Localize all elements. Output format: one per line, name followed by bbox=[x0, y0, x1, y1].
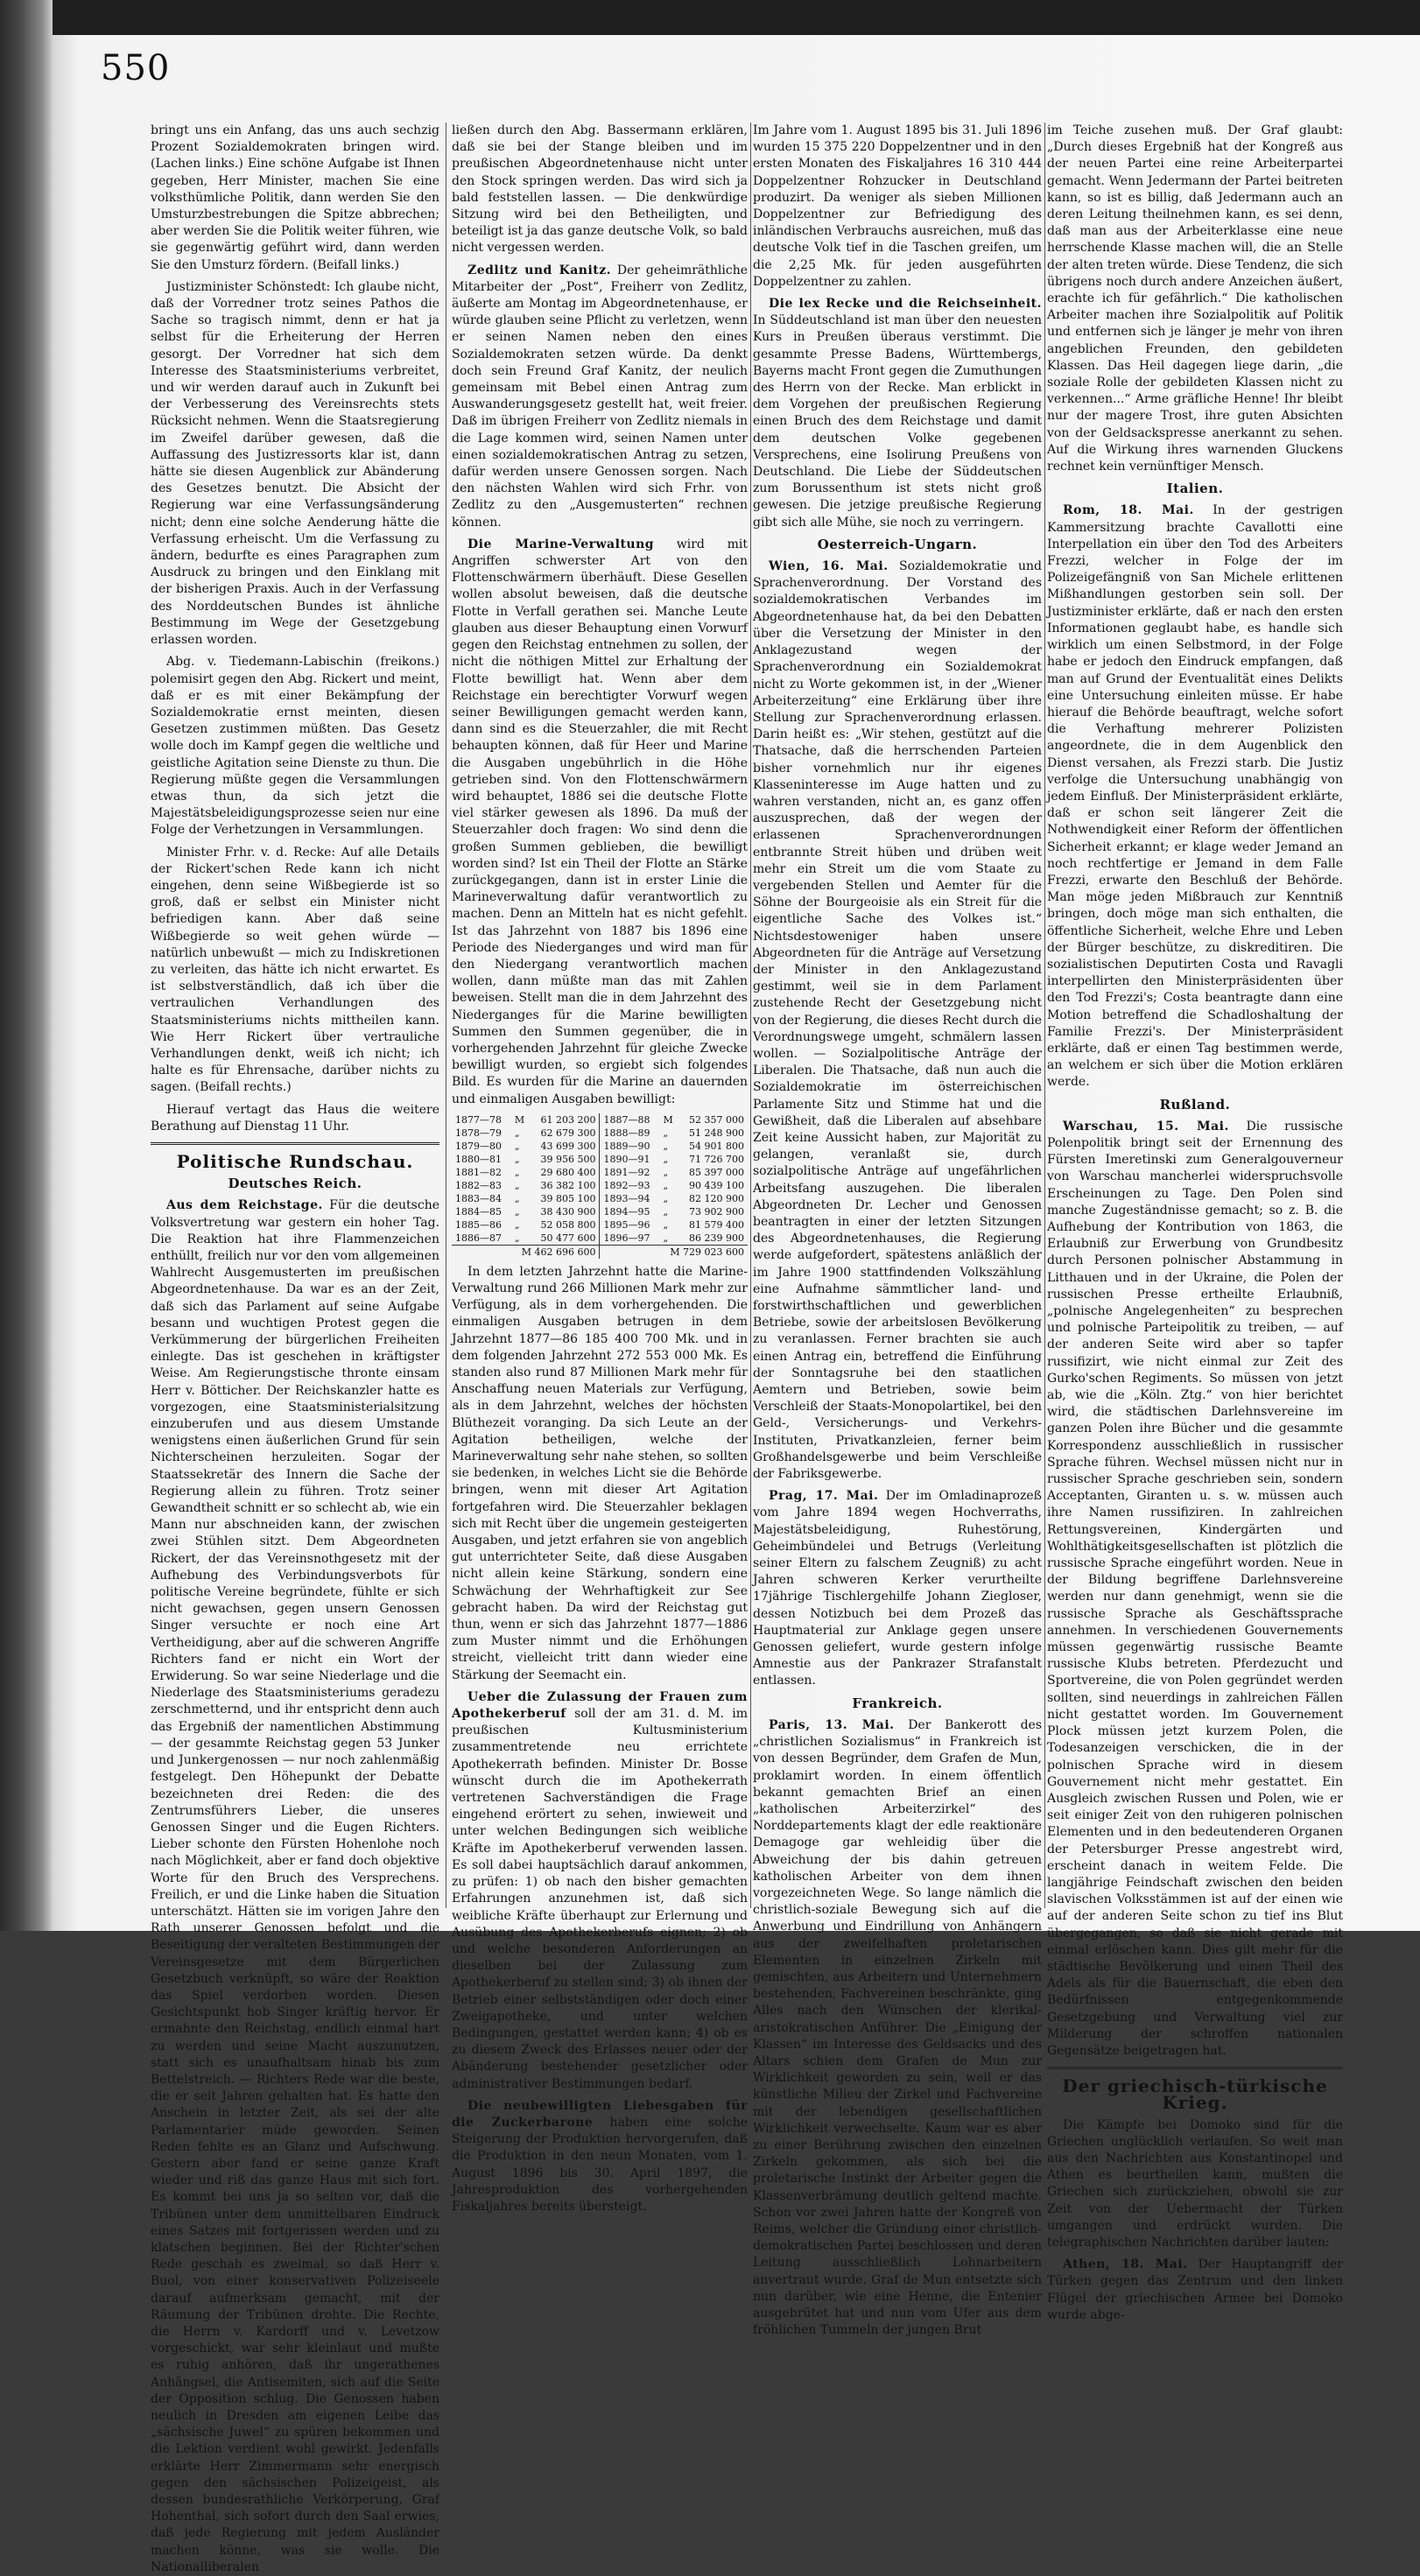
amount: 82 120 900 bbox=[689, 1192, 744, 1204]
fiscal-year: 1879—80 bbox=[455, 1140, 502, 1152]
article bbox=[1047, 2257, 1343, 2324]
fiscal-year: 1880—81 bbox=[455, 1153, 502, 1165]
currency-mark: M bbox=[514, 1113, 525, 1126]
article-body: In Süddeutschland ist man über den neuesten Kurs in Preußen überaus verstimmt. Die gesammte Presse Badens, Württembergs, Bayerns macht Front gegen die Zumuthungen des Herrn von der Recke. Man erblickt in dem Vorgehen der preußischen Regierung einen Bruch des dem Reichstage und damit dem deutschen Volke gegebenen Versprechens, eine Isolirung Preußens von Deutschland. Die Liebe der Süddeutschen zum Borussenthum ist stets nicht groß gewesen. Die jetzige preußische Regierung gibt sich alle Mühe, sie noch zu verringern. bbox=[753, 313, 1042, 530]
currency-mark: „ bbox=[663, 1218, 669, 1231]
article-lead: Prag, 17. Mai. bbox=[769, 1489, 879, 1504]
fiscal-year: 1885—86 bbox=[455, 1218, 502, 1231]
article bbox=[452, 2098, 748, 2215]
page-number: 550 bbox=[101, 48, 171, 88]
section-heading: Politische Rundschau. bbox=[176, 1150, 414, 1172]
article-body: wird mit Angriffen schwerster Art von den Flottenschwärmern überhäuft. Diese Gesellen wollen absolut beweisen, daß die deutsche Flotte in Verfall gerathen sei. Manche Leute glauben aus dieser Behauptung einen Vorwurf gegen den Reichstag entnehmen zu sollen, der nicht die nöthigen Mittel zur Erhaltung der Flotte bewilligt hat. Wenn aber dem Reichstage ein berechtigter Vorwurf wegen seiner Bewilligungen gemacht werden kann, dann sind es die Steuerzahler, die mit Recht behaupten können, daß für Heer und Marine die Ausgaben ungebührlich in die Höhe getrieben sind. Von den Flottenschwärmern wird behauptet, 1886 sei die deutsche Flotte viel stärker gewesen als 1896. Da muß der Steuerzahler doch fragen: Wo sind denn die großen Summen geblieben, die bewilligt worden sind? Ist ein Theil der Flotte an Stärke zurückgegangen, dann ist in erster Linie die Marineverwaltung dafür verantwortlich zu machen. Denn an Mitteln hat es nicht gefehlt. Ist das Jahrzehnt von 1887 bis 1896 eine Periode des Niederganges und wird man für den Niedergang verantwortlich machen wollen, dann müßte man das mit Zahlen beweisen. Stellt man die in dem Jahrzehnt des Niederganges für die Marine bewilligten Summen den Summen gegenüber, die in vorhergehenden Jahrzehnt für gleiche Zwecke bewilligt wurden, so ergiebt sich folgendes Bild. Es wurden für die Marine an dauernden und einmaligen Ausgaben bewilligt: bbox=[452, 537, 748, 1106]
table-row bbox=[452, 1179, 748, 1192]
section-divider bbox=[1047, 2067, 1343, 2069]
paragraph: bringt uns ein Anfang, das uns auch sechzig Prozent Sozialdemokraten bringen wird. (Lachen links.) Eine schöne Aufgabe ist Ihnen gegeben, Herr Minister, machen Sie eine volksthümliche Politik, dann werden Sie den Umsturzbestrebungen die Spitze abbrechen; aber werden Sie die Politik weiter führen, wie sie gegenwärtig geführt wird, dann werden Sie den Umsturz fördern. (Beifall links.) bbox=[151, 123, 439, 272]
fiscal-year: 1892—93 bbox=[600, 1179, 659, 1192]
currency-mark: „ bbox=[663, 1205, 669, 1218]
amount: 73 902 900 bbox=[689, 1205, 744, 1218]
article bbox=[1047, 1119, 1343, 2060]
fiscal-year: 1887—88 bbox=[600, 1113, 659, 1127]
currency-mark: „ bbox=[514, 1205, 520, 1218]
currency-mark: „ bbox=[514, 1153, 520, 1165]
article-lead: Aus dem Reichstage. bbox=[166, 1198, 323, 1213]
table-row bbox=[452, 1140, 748, 1153]
paragraph: Minister Frhr. v. d. Recke: Auf alle Details der Rickert'schen Rede kann ich nicht eingehen, denn seine Wißbegierde ist so groß, daß er selbst ein Minister nicht befriedigen kann. Aber daß seine Wißbegierde so weit gehen würde — natürlich unbewußt — mich zu Indiskretionen zu verleiten, das hätte ich nicht erwartet. Es ist selbstverständlich, daß ich über die vertraulichen Verhandlungen des Staatsministeriums nichts mittheilen kann. Wie Herr Rickert über vertrauliche Verhandlungen denkt, weiß ich nicht; ich halte es für Ehrensache, darüber nichts zu sagen. (Beifall rechts.) bbox=[151, 845, 439, 1095]
country-heading: Rußland. bbox=[1159, 1096, 1231, 1113]
article-body: Die russische Polenpolitik bringt seit der Ernennung des Fürsten Imeretinski zum Generalgouverneur von Warschau mancherlei widerspruchsvolle Erscheinungen zu Tage. Den Polen sind manche Zugeständnisse gemacht; so z. B. die Aufhebung der Kontribution von 1863, die Erlaubniß zur Erwerbung von Grundbesitz durch Personen polnischer Abstammung in Litthauen und in der Ukraine, die Polen der russischen Presse ertheilte Erlaubniß, „polnische Angelegenheiten“ zu besprechen und polnische Parteipolitik zu treiben, — auf der anderen Seite wird aber so tapfer russifizirt, wie nicht einmal zur Zeit des Gurko'schen Regiments. So müssen von jetzt ab, wie die „Köln. Ztg.“ von hier berichtet wird, die städtischen Darlehnsvereine im ganzen Polen ihre Bücher und die gesammte Korrespondenz ausschließlich in russischer Sprache führen. Wechsel müssen nicht nur in russischer Sprache geschrieben sein, sondern Acceptanten, Giranten u. s. w. müssen auch ihre Namen russifiziren. In zahlreichen Rettungsvereinen, Kindergärten und Wohlthätigkeitsgesellschaften ist plötzlich die russische Sprache eingeführt worden. Neue in der Bildung begriffene Darlehnsvereine werden nur dann genehmigt, wenn sie die russische Sprache als Geschäftssprache annehmen. In verschiedenen Gouvernements müssen gegenwärtig russische Beamte russische Klubs betreten. Pferdezucht und Sportvereine, die von Polen gegründet werden sollten, sind neuerdings in zahlreichen Fällen nicht gestattet worden. Im Gouvernement Plock müssen jetzt kurzem Polen, die Todesanzeigen verschicken, die in der polnischen Sprache wird in diesem Gouvernement nicht mehr gestattet. Ein Ausgleich zwischen Russen und Polen, wie er seit einiger Zeit von den ruhigeren polnischen Elementen und in den bedeutenderen Organen der Petersburger Presse angestrebt wird, erscheint danach in weitem Felde. Die langjährige Feindschaft zwischen den beiden slavischen Volksstämmen ist auf der einen wie auf der anderen Seite schon zu tief ins Blut übergegangen, so daß sie nicht gerade mit einmal erlöschen kann. Dies gilt mehr für die städtische Bevölkerung und einen Theil des Adels als für die Bauernschaft, die eben den Bedürfnissen entgegenkommende Gesetzgebung und Verwaltung viel zur Milderung der schroffen nationalen Gegensätze beigetragen hat. bbox=[1047, 1119, 1343, 2058]
article-lead: Paris, 13. Mai. bbox=[769, 1717, 895, 1732]
column-rule bbox=[750, 123, 751, 1908]
article-lead: Warschau, 15. Mai. bbox=[1063, 1119, 1229, 1134]
table-row bbox=[452, 1166, 748, 1179]
paragraph: Abg. v. Tiedemann-Labischin (freikons.) polemisirt gegen den Abg. Rickert und meint, daß er es mit einer Bekämpfung der Sozialdemokratie ernst meinten, diesen Gesetzen zustimmen müßten. Das Gesetz wolle doch im Kampf gegen die weltliche und geistliche Agitation seine Dienste zu thun. Die Regierung müßte gegen die Versammlungen etwas thun, da sich jetzt die Majestätsbeleidigungsprozesse seien nur eine Folge der Verhetzungen in Versammlungen. bbox=[151, 655, 439, 838]
article bbox=[753, 1488, 1042, 1689]
amount: 85 397 000 bbox=[689, 1166, 744, 1178]
fiscal-year: 1896—97 bbox=[600, 1232, 659, 1246]
fiscal-year: 1894—95 bbox=[600, 1205, 659, 1218]
article-body: In der gestrigen Kammersitzung brachte Cavallotti eine Interpellation ein über den Tod des Arbeiters Frezzi, welcher in Folge der im Polizeigefängniß von San Michele erlittenen Mißhandlungen gestorben sein soll. Der Justizminister erklärte, daß er nach den ersten Informationen geglaubt habe, es handle sich wirklich um einen Selbstmord, in der Folge habe er jedoch den Eindruck empfangen, daß man auf Grund der Eventualität eines Delikts eine Untersuchung einleiten müsse. Er habe hierauf die Behörde beauftragt, welche sofort die Verhaftung mehrerer Polizisten angeordnete, die in dem Augenblick den Dienst versahen, als Frezzi starb. Die Justiz verfolge die Untersuchung unabhängig von jedem Einfluß. Der Ministerpräsident erklärte, daß er schon seit längerer Zeit die Nothwendigkeit einer Reform der öffentlichen Sicherheit erkannt; er klage weder Jemand an noch rechtfertige er Jemand in dem Falle Frezzi, erwarte den Beschluß der Behörde. Man möge jeden Mißbrauch zur Kenntniß bringen, doch möge man sich enthalten, die öffentliche Sicherheit, welche Ehre und Leben der Bürger beschütze, zu diskreditiren. Die sozialistischen Deputirten Costa und Ravagli interpellirten den Ministerpräsidenten über den Tod Frezzi's; Costa beantragte dann eine Motion betreffend die Schadloshaltung der Familie Frezzi's. Der Ministerpräsident erklärte, daß er einen Tag bestimmen werde, an welchem er sich über die Motion erklären werde. bbox=[1047, 503, 1344, 1090]
fiscal-year: 1883—84 bbox=[455, 1192, 502, 1204]
currency-mark: „ bbox=[663, 1153, 669, 1165]
article bbox=[753, 1717, 1042, 2340]
country-heading: Oesterreich-Ungarn. bbox=[817, 536, 978, 552]
fiscal-year: 1889—90 bbox=[600, 1140, 659, 1153]
amount: 43 699 300 bbox=[540, 1140, 596, 1152]
amount: 71 726 700 bbox=[689, 1153, 744, 1165]
amount: 51 248 900 bbox=[689, 1127, 744, 1139]
article-body: haben eine solche Steigerung der Produktion hervorgerufen, daß die Produktion in den neun Monaten, vom 1. August 1896 bis 30. April 1897, die Jahresproduktion des vorhergehenden Fiskaljahres bereits übersteigt. bbox=[452, 2115, 748, 2214]
currency-mark: „ bbox=[663, 1179, 669, 1191]
article-lead: Wien, 16. Mai. bbox=[769, 559, 889, 574]
fiscal-year: 1895—96 bbox=[600, 1218, 659, 1232]
article bbox=[452, 263, 748, 531]
column-4 bbox=[1047, 123, 1344, 2322]
country-heading: Italien. bbox=[1166, 481, 1224, 497]
table-row bbox=[452, 1113, 748, 1127]
fiscal-year: 1882—83 bbox=[455, 1179, 502, 1191]
currency-mark: „ bbox=[514, 1218, 520, 1231]
amount: 52 058 800 bbox=[540, 1218, 596, 1231]
currency-mark: „ bbox=[663, 1232, 669, 1244]
article-lead: Die Marine-Verwaltung bbox=[467, 537, 655, 551]
section-heading: Der griechisch-türkische Krieg. bbox=[1062, 2075, 1328, 2114]
article-body: Sozialdemokratie und Sprachenverordnung. Der Vorstand des sozialdemokratischen Verbandes im Abgeordnetenhause hat, da bei den Debatten über die Versetzung der Minister in den Anklagezustand wegen der Sprachenverordnung ein Sozialdemokrat nicht zu Worte gekommen ist, in der „Wiener Arbeiterzeitung“ eine Erklärung über ihre Stellung zur Sprachenverordnung erlassen. Darin heißt es: „Wir stehen, gestützt auf die Thatsache, daß die herrschenden Parteien bisher vornehmlich nur ihr eigenes Klasseninteresse im Auge hatten und zu wahren verstanden, nicht an, es ganz offen auszusprechen, daß der wegen der erlassenen Sprachenverordnungen entbrannte Streit hüben und drüben weit mehr ein Streit um die vom Staate zu vergebenden Stellen und Aemter für die Söhne der Bourgeoisie als ein Streit für die eigentliche Sache des Volkes ist.“ Nichtsdestoweniger haben unsere Abgeordneten für die Anträge auf Versetzung der Minister in den Anklagezustand gestimmt, weil sie in dem Parlament zustehende Recht der Gesetzgebung nicht von der Regierung, die dieses Recht durch die Verordnungswege umgeht, schmälern lassen wollen. — Sozialpolitische Anträge der Liberalen. Die Thatsache, daß nun auch die Sozialdemokratie im österreichischen Parlamente Sitz und Stimme hat und die Gewißheit, daß die Liberalen auf absehbare Zeit keine Aussicht haben, zur Majorität zu gelangen, veranlaßt sie, durch sozialpolitische Anträge auf ungefährlichen Arbeitsfang auszugehen. Die liberalen Abgeordneten Dr. Lecher und Genossen beantragten in einer der letzten Sitzungen des Abgeordnetenhauses, die Regierung werde aufgefordert, spätestens anläßlich der im Jahre 1900 stattfindenden Volkszählung eine Aufnahme sämmtlicher land- und forstwirthschaftlichen und gewerblichen Betriebe, sowie der arbeitslosen Bevölkerung zu veranlassen. Ferner brachten sie auch einen Antrag ein, betreffend die Einführung der Sonntagsruhe bei den staatlichen Aemtern und Betrieben, sowie beim Verschleiß der Staats-Monopolartikel, bei den Geld-, Versicherungs- und Verkehrs-Instituten, Privatkanzleien, ferner beim Großhandelsgewerbe und beim Verschleiße der Fabriksgewerbe. bbox=[753, 559, 1042, 1482]
article bbox=[753, 558, 1042, 1483]
fiscal-year: 1881—82 bbox=[455, 1166, 502, 1178]
currency-mark: „ bbox=[514, 1166, 520, 1178]
amount: 39 805 100 bbox=[540, 1192, 596, 1204]
column-2 bbox=[452, 123, 749, 2214]
parliament-report bbox=[151, 123, 439, 1135]
currency-mark: „ bbox=[514, 1192, 520, 1204]
article-lead: Athen, 18. Mai. bbox=[1063, 2257, 1188, 2272]
amount: 38 430 900 bbox=[540, 1205, 596, 1218]
article-body: soll der am 31. d. M. im preußischen Kultusministerium zusammentretende neu errichtete Apothekerrath befinden. Minister Dr. Bosse wünscht durch die im Apothekerrath vertretenen Sachverständigen die Frage eingehend erörtert zu sehen, inwieweit und unter welchen Bedingungen sich weibliche Kräfte im Apothekerberuf verwenden lassen. Es soll dabei hauptsächlich darauf ankommen, zu prüfen: 1) ob nach den bisher gemachten Erfahrungen anzunehmen ist, daß sich weibliche Kräfte überhaupt zur Erlernung und Ausübung des Apothekerberufs eignen; 2) ob und welche besonderen Anforderungen an dieselben bei der Zulassung zum Apothekerberuf zu stellen sind; 3) ob ihnen der Betrieb einer selbstständigen oder doch einer Zweigapotheke, und unter welchen Bedingungen, gestattet werden kann; 4) ob es zu diesem Zweck des Erlasses neuer oder der Abänderung bestehender gesetzlicher oder administrativer Bestimmungen bedarf. bbox=[452, 1707, 748, 2091]
article-body: Für die deutsche Volksvertretung war gestern ein hoher Tag. Die Reaktion hat ihre Flammenzeichen enthüllt, freilich nur vor den vom allgemeinen Wahlrecht Ausgemusterten im preußischen Abgeordnetenhause. Da war es an der Zeit, daß sich das Parlament auf seine Aufgabe besann und wuchtigen Protest gegen die Verkümmerung der bürgerlichen Freiheiten einlegte. Das ist geschehen in kräftigster Weise. Am Regierungstische thronte einsam Herr v. Bötticher. Der Reichskanzler hatte es vorgezogen, eine Staatsministerialsitzung einzuberufen und aus diesem Umstande wenigstens einen äußerlichen Grund für sein Nichterscheinen herzuleiten. Sogar der Staatssekretär des Innern die Sache der Regierung allein zu führen. Trotz seiner Gewandtheit schnitt er so schlecht ab, wie ein Mann nur abschneiden kann, der zwischen zwei Stühlen sitzt. Dem Abgeordneten Rickert, der das Vereinsnothgesetz mit der Aufhebung des Verbindungsverbots für politische Vereine begründete, fühlte er sich nicht gewachsen, gegen unsern Genossen Singer versuchte er noch eine Art Vertheidigung, aber auf die schweren Angriffe Richters fand er nicht ein Wort der Erwiderung. So war seine Niederlage und die Niederlage des Staatsministeriums geradezu zerschmetternd, und ihr entspricht denn auch das Ergebniß der namentlichen Abstimmung — der gesammte Reichstag gegen 53 Junker und Junkergenossen — nur noch zahlenmäßig festgelegt. Den Höhepunkt der Debatte bezeichneten drei Reden: die des Zentrumsführers Lieber, die unseres Genossen Singer und die Eugen Richters. Lieber schonte den Fürsten Hohenlohe noch nach Möglichkeit, aber er fand doch objektive Worte für den Bruch des Versprechens. Freilich, er und die Linke haben die Situation unterschätzt. Hätten sie im vorigen Jahre den Rath unserer Genossen befolgt und die Beseitigung der veralteten Bestimmungen der Vereinsgesetze mit dem Bürgerlichen Gesetzbuch verknüpft, so wäre der Reaktion das Spiel verdorben worden. Diesen Gesichtspunkt hob Singer kräftig hervor. Er ermahnte den Reichstag, endlich einmal hart zu werden und seine Macht auszunutzen, statt sich es unaufhaltsam hinab bis zum Bettelstreich. — Richters Rede war die beste, die er seit Jahren gehalten hat. Es hatte den Anschein in letzter Zeit, als sei der alte Parlamentarier müde geworden. Seinen Reden fehlte es an Glanz und Aufschwung. Gestern aber fand er seine ganze Kraft wieder und riß das ganze Haus mit sich fort. Es kommt bei uns ja so selten vor, daß die Tribünen unter dem unmittelbaren Eindruck eines Satzes mit fortgerissen werden und zu klatschen beginnen. Bei der Richter'schen Rede geschah es zweimal, so daß Herr v. Buol, von einer konservativen Polizeiseele darauf aufmerksam gemacht, mit der Räumung der Tribünen drohte. Die Rechte, die Herrn v. Kardorff und v. Levetzow vorgeschickt, war sehr kleinlaut und mußte es ruhig anhören, daß ihr ungerathenes Anhängsel, die Antisemiten, sich auf die Seite der Opposition schlug. Die Genossen haben neulich in Dresden am eigenen Leibe das „sächsische Juwel“ zu spüren bekommen und die Lektion verdient wohl gewirkt. Jedenfalls erklärte Herr Zimmermann sehr energisch gegen den sächsischen Polizeigeist, als dessen bundesrathliche Verkörperung, Graf Hohenthal, sich sofort durch den Saal erwies, daß jede Regierung mit jedem Ausländer machen könne, was sie wolle. Die Nationalliberalen bbox=[151, 1198, 440, 2574]
column-rule bbox=[1044, 123, 1045, 1908]
table-row bbox=[452, 1218, 748, 1232]
article-lead: Ueber die Zulassung der Frauen zum Apothekerberuf bbox=[452, 1689, 748, 1722]
fiscal-year: 1888—89 bbox=[600, 1127, 659, 1140]
article bbox=[1047, 502, 1343, 1091]
currency-mark: „ bbox=[514, 1179, 520, 1191]
paragraph: Justizminister Schönstedt: Ich glaube nicht, daß der Vorredner trotz seines Pathos die Sache so tragisch nimmt, denn er hat ja selbst für die Erheiterung der Herren gesorgt. Der Vorredner hat sich dem Interesse des Staatsministeriums verbreitet, und wir werden darauf auch in Zukunft bei der Verbesserung des Vereinsrechts stets Rücksicht nehmen. Wenn die Staatsregierung im Zweifel darüber gewesen, daß die Auffassung des Justizressorts klar ist, dann hätte sie diesen Augenblick zur Abänderung des Gesetzes benutzt. Die Absicht der Regierung war eine Verfassungsänderung nicht; denn eine solche Aenderung hätte die Verfassung erheischt. Um die Verfassung zu ändern, bedurfte es eines Paragraphen zum Ausdruck zu bringen und den Einklang mit der bisherigen Praxis. Auch in der Verfassung des Norddeutschen Bundes ist ähnliche Bestimmung im Wege der Gesetzgebung erlassen worden. bbox=[151, 279, 439, 648]
fiscal-year: 1890—91 bbox=[600, 1153, 659, 1166]
country-heading: Frankreich. bbox=[852, 1695, 943, 1711]
book-binding bbox=[0, 0, 53, 1931]
currency-mark: „ bbox=[514, 1140, 520, 1152]
currency-mark: „ bbox=[663, 1192, 669, 1204]
paragraph: In dem letzten Jahrzehnt hatte die Marine-Verwaltung rund 266 Millionen Mark mehr zur Verfügung, als in dem vorhergehenden. Die einmaligen Ausgaben betrugen in dem Jahrzehnt 1877—86 185 400 700 Mk. und in dem folgenden Jahrzehnt 272 553 000 Mk. Es standen also rund 87 Millionen Mark mehr für Anschaffung neuen Materials zur Verfügung, als in dem Jahrzehnt, welches der höchsten Blüthezeit voranging. Da sich Leute an der Agitation betheiligen, welche der Marineverwaltung sehr nahe stehen, so sollten sie bedenken, in welches Licht sie die Behörde bringen, wenn mit dieser Art Agitation fortgefahren wird. Die Steuerzahler beklagen sich mit Recht über die ungemein gesteigerten Ausgaben, und jetzt erfahren sie von angeblich gut unterrichteter Seite, daß diese Ausgaben nicht allein keine Stärkung, sondern eine Schwächung der Wehrhaftigkeit zur See gebracht haben. Da wird der Reichstag gut thun, wenn er sich das Jahrzehnt 1877—1886 zum Muster nimmt und die Erhöhungen streicht, vielleicht tritt dann wieder eine Stärkung der Seemacht ein. bbox=[452, 1264, 748, 1682]
article bbox=[452, 1689, 748, 2093]
article-lead: Die neubewilligten Liebesgaben für die Zuckerbarone bbox=[452, 2098, 748, 2130]
article-lead: Zedlitz und Kanitz. bbox=[467, 263, 612, 277]
section-divider bbox=[151, 1142, 439, 1145]
currency-mark: „ bbox=[663, 1127, 669, 1139]
fiscal-year: 1893—94 bbox=[600, 1192, 659, 1205]
article bbox=[151, 1197, 439, 2576]
table-row bbox=[452, 1127, 748, 1140]
column-3 bbox=[753, 123, 1042, 2338]
fiscal-year: 1886—87 bbox=[455, 1232, 502, 1244]
amount: 86 239 900 bbox=[689, 1232, 744, 1244]
article-lead: Die lex Recke und die Reichseinheit. bbox=[769, 297, 1042, 312]
amount: 61 203 200 bbox=[540, 1113, 596, 1126]
amount: 54 901 800 bbox=[689, 1140, 744, 1152]
article-body: Der Hauptangriff der Türken gegen das Zentrum und den linken Flügel der griechischen Armee bei Domoko wurde abge- bbox=[1047, 2257, 1343, 2322]
currency-mark: „ bbox=[663, 1140, 669, 1152]
paragraph: Die Kämpfe bei Domoko sind für die Griechen unglücklich verlaufen. So weit man aus den Nachrichten aus Konstantinopel und Athen es beurtheilen kann, mußten die Griechen sich zurückziehen, obwohl sie zur Zeit von der Uebermacht der Türken umgangen und erdrückt wurden. Die telegraphischen Nachrichten darüber lauten: bbox=[1047, 2117, 1343, 2250]
country-heading: Deutsches Reich. bbox=[228, 1176, 362, 1192]
currency-mark: M bbox=[663, 1113, 673, 1126]
amount: 50 477 600 bbox=[540, 1232, 596, 1244]
article bbox=[452, 537, 748, 1108]
currency-mark: „ bbox=[514, 1232, 520, 1244]
amount: 29 680 400 bbox=[540, 1166, 596, 1178]
column-1 bbox=[151, 123, 440, 2574]
article-lead: Rom, 18. Mai. bbox=[1063, 503, 1194, 518]
fiscal-year: 1884—85 bbox=[455, 1205, 502, 1218]
table-row bbox=[452, 1192, 748, 1205]
amount: 81 579 400 bbox=[689, 1218, 744, 1231]
article-body: Der geheimräthliche Mitarbeiter der „Post“, Freiherr von Zedlitz, äußerte am Montag im Abgeordnetenhause, er würde glauben seine Pflicht zu verletzen, wenn er seinen Namen neben den eines Sozialdemokraten setzen würde. Da denkt doch sein Freund Graf Kanitz, der neulich gemeinsam mit Bebel einen Antrag zum Auswanderungsgesetz gestellt hat, weit freier. Daß im übrigen Freiherr von Zedlitz niemals in die Lage kommen wird, seinen Namen unter einen sozialdemokratischen Antrag zu setzen, dafür werden unsere Genossen sorgen. Nach den nächsten Wahlen wird sich Frhr. von Zedlitz zu den „Ausgemusterten“ rechnen können. bbox=[452, 263, 749, 530]
article bbox=[753, 296, 1042, 531]
amount: 36 382 100 bbox=[540, 1179, 596, 1191]
amount: 62 679 300 bbox=[540, 1127, 596, 1139]
table-row bbox=[452, 1205, 748, 1218]
currency-mark: „ bbox=[663, 1166, 669, 1178]
fiscal-year: 1891—92 bbox=[600, 1166, 659, 1179]
paragraph: ließen durch den Abg. Bassermann erklären, daß sie bei der Stange bleiben und im preußischen Abgeordnetenhause nicht unter den Stock springen werden. Das wird sich ja bald feststellen lassen. — Die denkwürdige Sitzung wird bei den Betheiligten, und beteiligt ist ja das ganze deutsche Volk, so bald nicht vergessen werden. bbox=[452, 123, 748, 256]
fiscal-year: 1877—78 bbox=[455, 1113, 502, 1126]
table-total-row bbox=[452, 1245, 748, 1259]
article-body: Der im Omladinaprozeß vom Jahre 1894 wegen Hochverraths, Majestätsbeleidigung, Ruhestörung, Geheimbündelei und Betrugs (Verleitung seiner Eltern zu falschem Zeugniß) zu acht Jahren schweren Kerker verurtheilte 17jährige Tischlergehilfe Johann Ziegloser, dessen Notizbuch bei dem Prozeß das Hauptmaterial zur Anklage gegen unsere Genossen geliefert, wurde gestern infolge Amnestie aus der Pankrazer Strafanstalt entlassen. bbox=[753, 1489, 1042, 1688]
paragraph: Im Jahre vom 1. August 1895 bis 31. Juli 1896 wurden 15 375 220 Doppelzentner und in den ersten Monaten des Fiskaljahres 16 310 444 Doppelzentner Rohzucker in Deutschland produzirt. Da weniger als sieben Millionen Doppelzentner zur Befriedigung des inländischen Verbrauchs ausreichen, muß das deutsche Volk tief in die Taschen greifen, um die 2,25 Mk. für jeden ausgeführten Doppelzentner zu zahlen. bbox=[753, 123, 1042, 289]
navy-expenditure-table bbox=[452, 1113, 748, 1259]
article-body: Der Bankerott des „christlichen Sozialismus“ in Frankreich ist von dessen Begründer, dem Grafen de Mun, proklamirt worden. In einem öffentlich bekannt gemachten Brief an einen „katholischen Arbeiterzirkel“ des Norddepartements klagt der edle reaktionäre Demagoge gar wehleidig über die Abweichung der bis dahin getreuen katholischen Arbeiter von dem ihnen vorgezeichneten Wege. So lange nämlich die christlich-soziale Bewegung sich auf die Anwerbung und Eindrillung von Anhängern aus der zweifelhaften proletarischen Elementen in einzelnen Zirkeln mit gemischten, aus Arbeitern und Unternehmern bestehenden, Fachvereinen beschränkte, ging Alles nach den Wünschen der klerikal-aristokratischen Anführer. Die „Einigung der Klassen“ im Interesse des Geldsacks und des Altars schien dem Grafen de Mun zur Wirklichkeit geworden zu sein, weil er das künstliche Milieu der Zirkel und Fachvereine mit der lebendigen gesellschaftlichen Wirklichkeit verwechselte. Kaum war es aber zu einer Berührung zwischen den einzelnen Zirkeln gekommen, als sich bei die proletarische Instinkt der Arbeiter gegen die Klassenverbrämung deutlich geltend machte. Schon vor zwei Jahren hatte der Kongreß von Reims, welcher die Gründung einer christlich-demokratischen Partei beschlossen und deren Leitung ausschließlich Lohnarbeitern anvertraut wurde. Graf de Mun entsetzte sich nun darüber, wie eine Henne, die Entenier ausgebrütet hat und nun vom Ufer aus dem fröhlichen Tummeln der jungen Brut bbox=[753, 1717, 1042, 2338]
total-left: M 462 696 600 bbox=[452, 1245, 600, 1259]
amount: 90 439 100 bbox=[689, 1179, 744, 1191]
paragraph: Hierauf vertagt das Haus die weitere Berathung auf Dienstag 11 Uhr. bbox=[151, 1102, 439, 1134]
amount: 39 956 500 bbox=[540, 1153, 596, 1165]
table-row bbox=[452, 1153, 748, 1166]
total-right: M 729 023 600 bbox=[600, 1245, 748, 1259]
amount: 52 357 000 bbox=[689, 1113, 744, 1126]
currency-mark: „ bbox=[514, 1127, 520, 1139]
paragraph: im Teiche zusehen muß. Der Graf glaubt: „Durch dieses Ergebniß hat der Kongreß aus der neuen Partei eine reine Arbeiterpartei gemacht. Wenn Jedermann der Partei beitreten kann, so ist es billig, daß Jedermann auch an deren Leitung theilnehmen kann, es sei denn, daß man aus der Arbeiterklasse eine neue herrschende Klasse machen will, die an Stelle der alten treten würde. Diese Tendenz, die sich übrigens noch durch andere Anzeichen äußert, erachte ich für gefährlich.“ Die katholischen Arbeiter machen ihre Sozialpolitik auf Politik und entfernen sich je länger je mehr von ihren angeblichen Freunden, den gebildeten Klassen. Das Heil dagegen liege darin, „die soziale Rolle der gebildeten Klassen nicht zu verkennen...“ Arme gräfliche Henne! Ihr bleibt nur der magere Trost, ihre guten Absichten von der Geldsackspresse anerkannt zu sehen. Auf die Wirkung ihres warnenden Gluckens rechnet kein vernünftiger Mensch. bbox=[1047, 123, 1343, 474]
fiscal-year: 1878—79 bbox=[455, 1127, 502, 1139]
table-row bbox=[452, 1232, 748, 1246]
